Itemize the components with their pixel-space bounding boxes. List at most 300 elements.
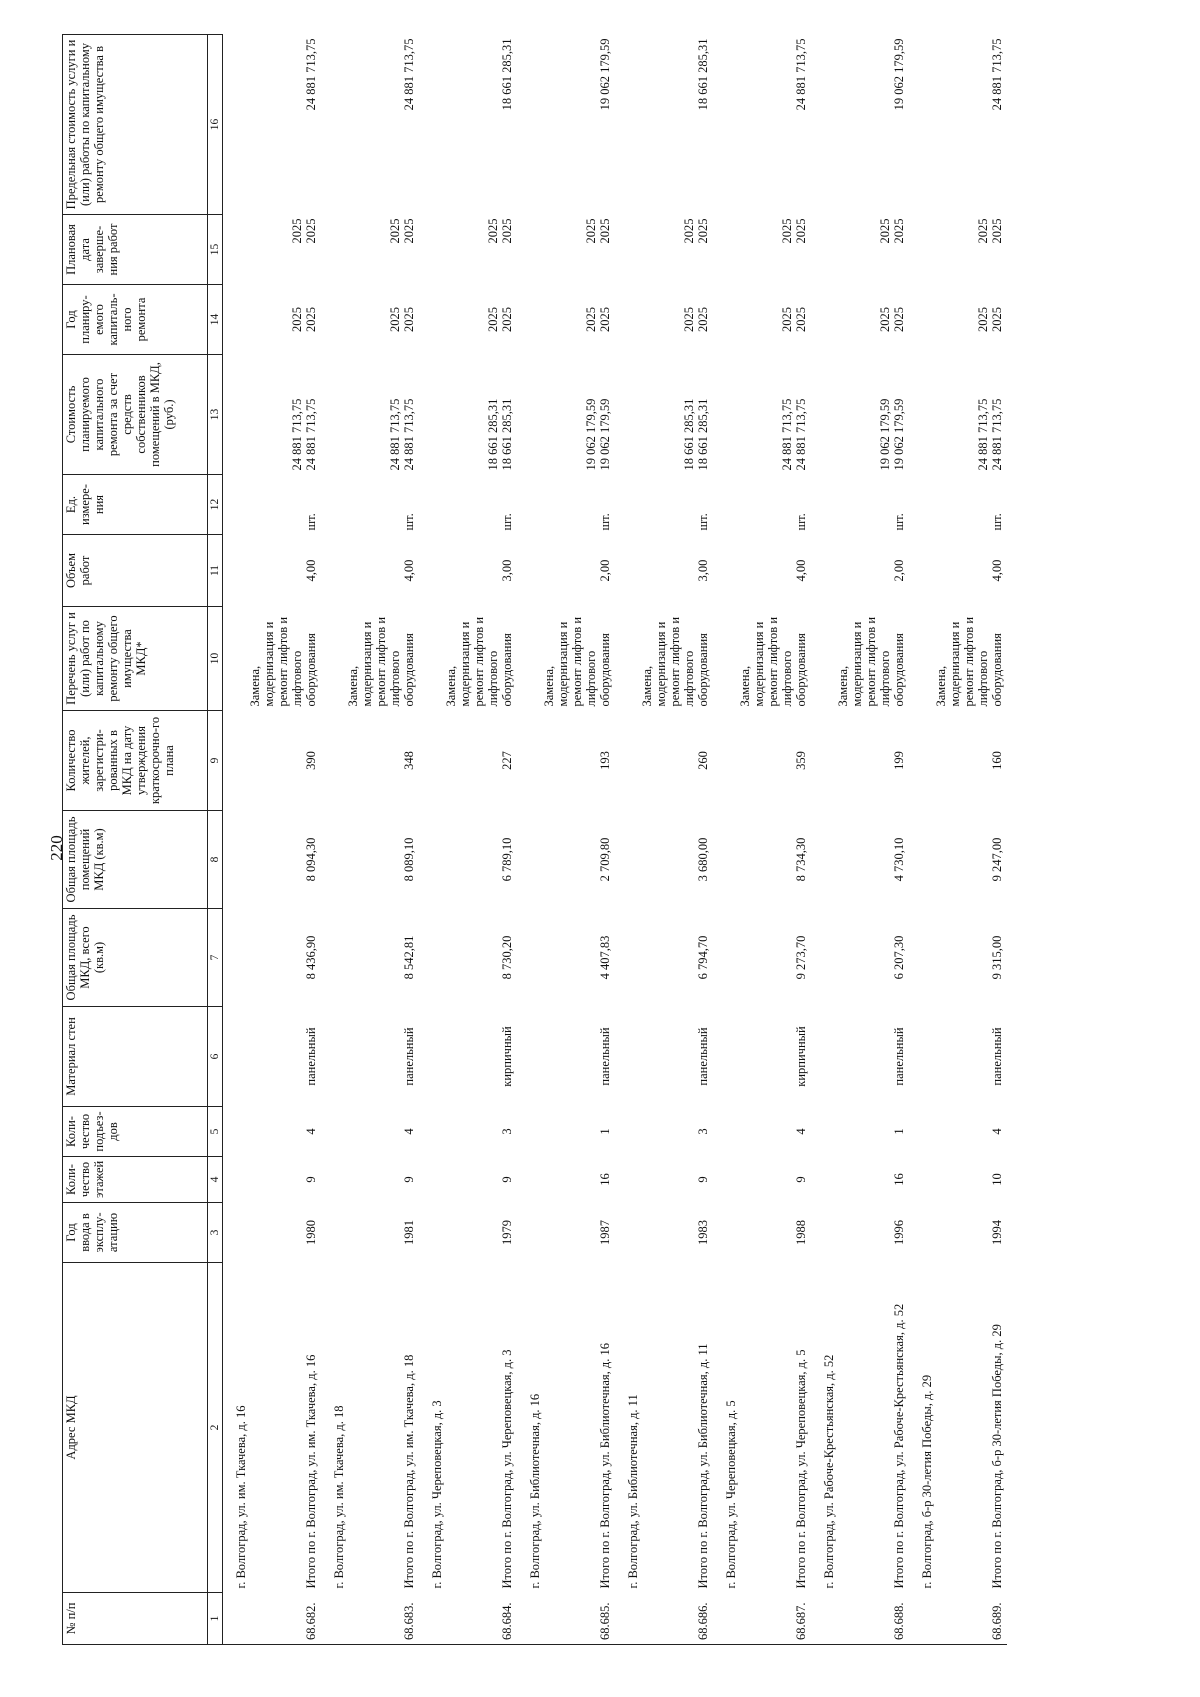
row-number-text: 68.683. <box>402 1602 416 1640</box>
column-number: 10 <box>208 607 223 711</box>
residents-cell-text: 227 <box>500 751 514 770</box>
wall-material-cell <box>419 1007 517 1107</box>
table-row <box>615 35 713 1645</box>
header-cell: Объем работ <box>63 535 208 607</box>
premises-area-cell <box>615 811 713 909</box>
residents-cell <box>811 711 909 811</box>
row-number-text: 68.686. <box>696 1602 710 1640</box>
cost-cell-text: 24 881 713,75 24 881 713,75 <box>290 398 318 471</box>
address-cell <box>321 1263 419 1593</box>
entrances-cell-text: 3 <box>696 1128 710 1135</box>
wall-material-cell-text: панельный <box>696 1027 710 1086</box>
work-volume-cell <box>615 535 713 607</box>
residents-cell-text: 193 <box>598 751 612 770</box>
max-cost-cell <box>615 35 713 215</box>
column-number: 8 <box>208 811 223 909</box>
address-cell <box>909 1263 1007 1593</box>
cost-cell <box>909 355 1007 475</box>
max-cost-cell <box>223 35 322 215</box>
table-row <box>223 35 322 1645</box>
work-volume-cell-text: 3,00 <box>696 559 710 582</box>
wall-material-cell-text: кирпичный <box>794 1026 808 1087</box>
address-cell-text: г. Волгоград, б-р 30-летия Победы, д. 29 Итого по г. Волгоград, б-р 30-летия Победы, д. 29 <box>920 1324 1004 1589</box>
entrances-cell <box>223 1107 322 1157</box>
row-number-text: 68.684. <box>500 1602 514 1640</box>
total-area-cell-text: 8 542,81 <box>402 935 416 980</box>
wall-material-cell-text: панельный <box>598 1027 612 1086</box>
address-cell-text: г. Волгоград, ул. Рабоче-Крестьянская, д. 52 Итого по г. Волгоград, ул. Рабоче-Крестьянская, д. 52 <box>822 1303 906 1589</box>
work-volume-cell-text: 4,00 <box>304 559 318 582</box>
finish-date-cell-text: 2025 2025 <box>976 218 1004 244</box>
column-number: 13 <box>208 355 223 475</box>
floors-cell <box>321 1157 419 1203</box>
finish-date-cell <box>615 215 713 285</box>
column-number: 9 <box>208 711 223 811</box>
table-row <box>321 35 419 1645</box>
plan-year-cell-text: 2025 2025 <box>388 307 416 332</box>
header-cell: № п/п <box>63 1593 208 1645</box>
max-cost-cell <box>517 35 615 215</box>
column-number-row <box>208 35 223 1645</box>
unit-cell-text: шт. <box>892 513 906 531</box>
column-number: 11 <box>208 535 223 607</box>
wall-material-cell <box>321 1007 419 1107</box>
works-list-cell-text: Замена, модернизация и ремонт лифтов и лифтового оборудования <box>444 616 514 707</box>
page-number: 220 <box>47 835 66 861</box>
plan-year-cell <box>321 285 419 355</box>
plan-year-cell <box>811 285 909 355</box>
address-cell <box>811 1263 909 1593</box>
cost-cell-text: 18 661 285,31 18 661 285,31 <box>486 398 514 471</box>
unit-cell-text: шт. <box>598 513 612 531</box>
column-number: 14 <box>208 285 223 355</box>
entrances-cell <box>517 1107 615 1157</box>
max-cost-cell-text: 24 881 713,75 <box>402 38 416 111</box>
header-cell: Год планиру-емого капиталь-ного ремонта <box>63 285 208 355</box>
plan-year-cell <box>713 285 811 355</box>
premises-area-cell-text: 6 789,10 <box>500 837 514 882</box>
row-number <box>615 1593 713 1645</box>
max-cost-cell-text: 19 062 179,59 <box>598 38 612 111</box>
unit-cell <box>321 475 419 535</box>
header-cell: Год ввода в эксплу-атацию <box>63 1203 208 1263</box>
cost-cell-text: 24 881 713,75 24 881 713,75 <box>780 398 808 471</box>
premises-area-cell-text: 8 094,30 <box>304 837 318 882</box>
row-number-text: 68.682. <box>304 1602 318 1640</box>
address-cell-text: г. Волгоград, ул. Библиотечная, д. 11 Итого по г. Волгоград, ул. Библиотечная, д. 11 <box>626 1343 710 1589</box>
year-built-cell-text: 1981 <box>402 1220 416 1245</box>
finish-date-cell <box>517 215 615 285</box>
row-number <box>419 1593 517 1645</box>
year-built-cell <box>615 1203 713 1263</box>
column-number: 3 <box>208 1203 223 1263</box>
total-area-cell <box>419 909 517 1007</box>
finish-date-cell-text: 2025 2025 <box>486 218 514 244</box>
total-area-cell-text: 6 794,70 <box>696 935 710 980</box>
floors-cell <box>615 1157 713 1203</box>
premises-area-cell-text: 8 089,10 <box>402 837 416 882</box>
residents-cell <box>713 711 811 811</box>
premises-area-cell <box>223 811 322 909</box>
plan-year-cell-text: 2025 2025 <box>976 307 1004 332</box>
table-row <box>517 35 615 1645</box>
total-area-cell <box>517 909 615 1007</box>
row-number <box>909 1593 1007 1645</box>
entrances-cell-text: 4 <box>794 1128 808 1135</box>
row-number-text: 68.689. <box>990 1602 1004 1640</box>
total-area-cell-text: 8 436,90 <box>304 935 318 980</box>
row-number-text: 68.687. <box>794 1602 808 1640</box>
entrances-cell-text: 3 <box>500 1128 514 1135</box>
header-cell: Предельная стоимость услуги и (или) работы по капитальному ремонту общего имущества в <box>63 35 208 215</box>
header-cell: Коли-чество подъез-дов <box>63 1107 208 1157</box>
wall-material-cell-text: панельный <box>990 1027 1004 1086</box>
address-cell-text: г. Волгоград, ул. Череповецкая, д. 3 Итого по г. Волгоград, ул. Череповецкая, д. 3 <box>430 1349 514 1589</box>
max-cost-cell-text: 24 881 713,75 <box>304 38 318 111</box>
unit-cell <box>419 475 517 535</box>
entrances-cell <box>713 1107 811 1157</box>
total-area-cell <box>321 909 419 1007</box>
row-number-text: 68.685. <box>598 1602 612 1640</box>
entrances-cell-text: 1 <box>892 1128 906 1135</box>
wall-material-cell-text: панельный <box>304 1027 318 1086</box>
year-built-cell <box>909 1203 1007 1263</box>
cost-cell-text: 24 881 713,75 24 881 713,75 <box>976 398 1004 471</box>
floors-cell-text: 9 <box>794 1176 808 1183</box>
entrances-cell-text: 4 <box>304 1128 318 1135</box>
residents-cell-text: 348 <box>402 751 416 770</box>
finish-date-cell-text: 2025 2025 <box>388 218 416 244</box>
wall-material-cell <box>615 1007 713 1107</box>
works-list-cell-text: Замена, модернизация и ремонт лифтов и лифтового оборудования <box>640 616 710 707</box>
plan-year-cell-text: 2025 2025 <box>486 307 514 332</box>
header-cell: Общая площадь МКД, всего (кв.м) <box>63 909 208 1007</box>
work-volume-cell-text: 3,00 <box>500 559 514 582</box>
works-list-cell <box>223 607 322 711</box>
column-number: 1 <box>208 1593 223 1645</box>
works-list-cell <box>321 607 419 711</box>
residents-cell <box>321 711 419 811</box>
address-cell-text: г. Волгоград, ул. Череповецкая, д. 5 Итого по г. Волгоград, ул. Череповецкая, д. 5 <box>724 1349 808 1589</box>
header-cell: Коли-чество этажей <box>63 1157 208 1203</box>
works-list-cell-text: Замена, модернизация и ремонт лифтов и лифтового оборудования <box>346 616 416 707</box>
row-number <box>223 1593 322 1645</box>
max-cost-cell-text: 24 881 713,75 <box>794 38 808 111</box>
unit-cell <box>909 475 1007 535</box>
cost-cell <box>811 355 909 475</box>
header-row <box>63 35 208 1645</box>
unit-cell <box>223 475 322 535</box>
max-cost-cell-text: 18 661 285,31 <box>500 38 514 111</box>
floors-cell-text: 16 <box>892 1173 906 1186</box>
finish-date-cell-text: 2025 2025 <box>584 218 612 244</box>
total-area-cell <box>615 909 713 1007</box>
address-cell-text: г. Волгоград, ул. им. Ткачева, д. 16 Итого по г. Волгоград, ул. им. Ткачева, д. 16 <box>234 1354 318 1589</box>
max-cost-cell-text: 19 062 179,59 <box>892 38 906 111</box>
column-number: 7 <box>208 909 223 1007</box>
total-area-cell <box>909 909 1007 1007</box>
unit-cell-text: шт. <box>696 513 710 531</box>
premises-area-cell <box>321 811 419 909</box>
cost-cell <box>321 355 419 475</box>
work-volume-cell <box>419 535 517 607</box>
wall-material-cell <box>517 1007 615 1107</box>
unit-cell-text: шт. <box>304 513 318 531</box>
residents-cell <box>223 711 322 811</box>
premises-area-cell-text: 3 680,00 <box>696 837 710 882</box>
year-built-cell <box>713 1203 811 1263</box>
work-volume-cell-text: 2,00 <box>598 559 612 582</box>
unit-cell <box>713 475 811 535</box>
entrances-cell <box>419 1107 517 1157</box>
work-volume-cell-text: 4,00 <box>794 559 808 582</box>
address-cell-text: г. Волгоград, ул. Библиотечная, д. 16 Итого по г. Волгоград, ул. Библиотечная, д. 16 <box>528 1342 612 1589</box>
plan-year-cell-text: 2025 2025 <box>290 307 318 332</box>
year-built-cell-text: 1987 <box>598 1220 612 1245</box>
row-number <box>713 1593 811 1645</box>
residents-cell <box>615 711 713 811</box>
table-body <box>223 35 1008 1645</box>
table-row <box>419 35 517 1645</box>
unit-cell <box>615 475 713 535</box>
cost-cell-text: 18 661 285,31 18 661 285,31 <box>682 398 710 471</box>
total-area-cell <box>713 909 811 1007</box>
address-cell <box>615 1263 713 1593</box>
year-built-cell-text: 1980 <box>304 1220 318 1245</box>
residents-cell-text: 260 <box>696 751 710 770</box>
rotated-page <box>62 35 1086 1645</box>
address-cell <box>223 1263 322 1593</box>
finish-date-cell <box>909 215 1007 285</box>
wall-material-cell <box>909 1007 1007 1107</box>
work-volume-cell <box>811 535 909 607</box>
floors-cell-text: 10 <box>990 1173 1004 1186</box>
year-built-cell <box>419 1203 517 1263</box>
unit-cell-text: шт. <box>500 513 514 531</box>
entrances-cell <box>321 1107 419 1157</box>
works-list-cell <box>811 607 909 711</box>
entrances-cell-text: 4 <box>402 1128 416 1135</box>
finish-date-cell <box>811 215 909 285</box>
header-cell: Количество жителей, зарегистри-рованных в МКД на дату утверждения краткосрочно-го плана <box>63 711 208 811</box>
unit-cell-text: шт. <box>402 513 416 531</box>
address-cell-text: г. Волгоград, ул. им. Ткачева, д. 18 Итого по г. Волгоград, ул. им. Ткачева, д. 18 <box>332 1354 416 1589</box>
finish-date-cell-text: 2025 2025 <box>878 218 906 244</box>
work-volume-cell-text: 2,00 <box>892 559 906 582</box>
floors-cell <box>223 1157 322 1203</box>
year-built-cell-text: 1983 <box>696 1220 710 1245</box>
header-cell: Перечень услуг и (или) работ по капитальному ремонту общего имущества МКД* <box>63 607 208 711</box>
finish-date-cell <box>419 215 517 285</box>
total-area-cell-text: 6 207,30 <box>892 935 906 980</box>
finish-date-cell <box>713 215 811 285</box>
plan-year-cell <box>615 285 713 355</box>
works-list-cell-text: Замена, модернизация и ремонт лифтов и лифтового оборудования <box>248 616 318 707</box>
residents-cell <box>419 711 517 811</box>
floors-cell <box>909 1157 1007 1203</box>
cost-cell <box>223 355 322 475</box>
row-number <box>321 1593 419 1645</box>
floors-cell-text: 16 <box>598 1173 612 1186</box>
year-built-cell-text: 1994 <box>990 1220 1004 1245</box>
works-list-cell-text: Замена, модернизация и ремонт лифтов и лифтового оборудования <box>542 616 612 707</box>
row-number <box>517 1593 615 1645</box>
address-cell <box>517 1263 615 1593</box>
unit-cell <box>517 475 615 535</box>
finish-date-cell-text: 2025 2025 <box>682 218 710 244</box>
column-number: 6 <box>208 1007 223 1107</box>
works-list-cell <box>615 607 713 711</box>
unit-cell-text: шт. <box>794 513 808 531</box>
finish-date-cell <box>223 215 322 285</box>
floors-cell <box>517 1157 615 1203</box>
header-cell: Общая площадь помещений МКД (кв.м) <box>63 811 208 909</box>
work-volume-cell <box>321 535 419 607</box>
wall-material-cell-text: панельный <box>892 1027 906 1086</box>
total-area-cell <box>223 909 322 1007</box>
header-cell: Ед. измере-ния <box>63 475 208 535</box>
works-list-cell <box>517 607 615 711</box>
max-cost-cell <box>713 35 811 215</box>
wall-material-cell-text: панельный <box>402 1027 416 1086</box>
works-list-cell-text: Замена, модернизация и ремонт лифтов и лифтового оборудования <box>836 616 906 707</box>
premises-area-cell-text: 9 247,00 <box>990 837 1004 882</box>
cost-cell-text: 19 062 179,59 19 062 179,59 <box>878 398 906 471</box>
year-built-cell-text: 1996 <box>892 1220 906 1245</box>
cost-cell-text: 24 881 713,75 24 881 713,75 <box>388 398 416 471</box>
row-number <box>811 1593 909 1645</box>
work-volume-cell <box>713 535 811 607</box>
table-row <box>909 35 1007 1645</box>
plan-year-cell-text: 2025 2025 <box>780 307 808 332</box>
year-built-cell <box>811 1203 909 1263</box>
max-cost-cell-text: 18 661 285,31 <box>696 38 710 111</box>
work-volume-cell-text: 4,00 <box>402 559 416 582</box>
residents-cell-text: 390 <box>304 751 318 770</box>
wall-material-cell <box>223 1007 322 1107</box>
column-number: 4 <box>208 1157 223 1203</box>
works-list-cell <box>713 607 811 711</box>
cost-cell <box>517 355 615 475</box>
entrances-cell <box>615 1107 713 1157</box>
unit-cell <box>811 475 909 535</box>
header-cell: Стоимость планируемого капитального ремонта за счет средств собственников помещений в МКД, (руб.) <box>63 355 208 475</box>
premises-area-cell <box>517 811 615 909</box>
max-cost-cell-text: 24 881 713,75 <box>990 38 1004 111</box>
unit-cell-text: шт. <box>990 513 1004 531</box>
work-volume-cell <box>909 535 1007 607</box>
address-cell <box>419 1263 517 1593</box>
premises-area-cell-text: 2 709,80 <box>598 837 612 882</box>
column-number: 2 <box>208 1263 223 1593</box>
premises-area-cell <box>909 811 1007 909</box>
header-cell: Адрес МКД <box>63 1263 208 1593</box>
wall-material-cell-text: кирпичный <box>500 1026 514 1087</box>
work-volume-cell <box>223 535 322 607</box>
table-row <box>811 35 909 1645</box>
cost-cell <box>713 355 811 475</box>
entrances-cell <box>811 1107 909 1157</box>
works-list-cell-text: Замена, модернизация и ремонт лифтов и лифтового оборудования <box>934 616 1004 707</box>
finish-date-cell <box>321 215 419 285</box>
year-built-cell <box>321 1203 419 1263</box>
floors-cell-text: 9 <box>500 1176 514 1183</box>
works-list-cell <box>909 607 1007 711</box>
plan-year-cell <box>909 285 1007 355</box>
finish-date-cell-text: 2025 2025 <box>780 218 808 244</box>
column-number: 16 <box>208 35 223 215</box>
plan-year-cell-text: 2025 2025 <box>584 307 612 332</box>
header-cell: Материал стен <box>63 1007 208 1107</box>
column-number: 12 <box>208 475 223 535</box>
floors-cell-text: 9 <box>696 1176 710 1183</box>
floors-cell <box>811 1157 909 1203</box>
premises-area-cell-text: 4 730,10 <box>892 837 906 882</box>
table-row <box>713 35 811 1645</box>
year-built-cell <box>517 1203 615 1263</box>
residents-cell-text: 199 <box>892 751 906 770</box>
premises-area-cell-text: 8 734,30 <box>794 837 808 882</box>
plan-year-cell <box>223 285 322 355</box>
row-number-text: 68.688. <box>892 1602 906 1640</box>
floors-cell <box>419 1157 517 1203</box>
residents-cell <box>517 711 615 811</box>
max-cost-cell <box>811 35 909 215</box>
wall-material-cell <box>811 1007 909 1107</box>
floors-cell <box>713 1157 811 1203</box>
total-area-cell-text: 4 407,83 <box>598 935 612 980</box>
floors-cell-text: 9 <box>402 1176 416 1183</box>
column-number: 15 <box>208 215 223 285</box>
max-cost-cell <box>321 35 419 215</box>
entrances-cell-text: 4 <box>990 1128 1004 1135</box>
max-cost-cell <box>419 35 517 215</box>
work-volume-cell-text: 4,00 <box>990 559 1004 582</box>
year-built-cell-text: 1988 <box>794 1220 808 1245</box>
total-area-cell-text: 9 315,00 <box>990 935 1004 980</box>
total-area-cell-text: 8 730,20 <box>500 935 514 980</box>
work-volume-cell <box>517 535 615 607</box>
cost-cell <box>419 355 517 475</box>
residents-cell <box>909 711 1007 811</box>
premises-area-cell <box>713 811 811 909</box>
max-cost-cell <box>909 35 1007 215</box>
address-cell <box>713 1263 811 1593</box>
plan-year-cell <box>419 285 517 355</box>
cost-cell <box>615 355 713 475</box>
total-area-cell-text: 9 273,70 <box>794 935 808 980</box>
column-number: 5 <box>208 1107 223 1157</box>
cost-cell-text: 19 062 179,59 19 062 179,59 <box>584 398 612 471</box>
residents-cell-text: 359 <box>794 751 808 770</box>
plan-year-cell <box>517 285 615 355</box>
finish-date-cell-text: 2025 2025 <box>290 218 318 244</box>
header-cell: Плановая дата заверше-ния работ <box>63 215 208 285</box>
works-list-cell <box>419 607 517 711</box>
plan-year-cell-text: 2025 2025 <box>682 307 710 332</box>
premises-area-cell <box>811 811 909 909</box>
works-list-cell-text: Замена, модернизация и ремонт лифтов и лифтового оборудования <box>738 616 808 707</box>
residents-cell-text: 160 <box>990 751 1004 770</box>
floors-cell-text: 9 <box>304 1176 318 1183</box>
year-built-cell-text: 1979 <box>500 1220 514 1245</box>
plan-year-cell-text: 2025 2025 <box>878 307 906 332</box>
year-built-cell <box>223 1203 322 1263</box>
repair-plan-table <box>62 34 1007 1645</box>
wall-material-cell <box>713 1007 811 1107</box>
entrances-cell-text: 1 <box>598 1128 612 1135</box>
total-area-cell <box>811 909 909 1007</box>
